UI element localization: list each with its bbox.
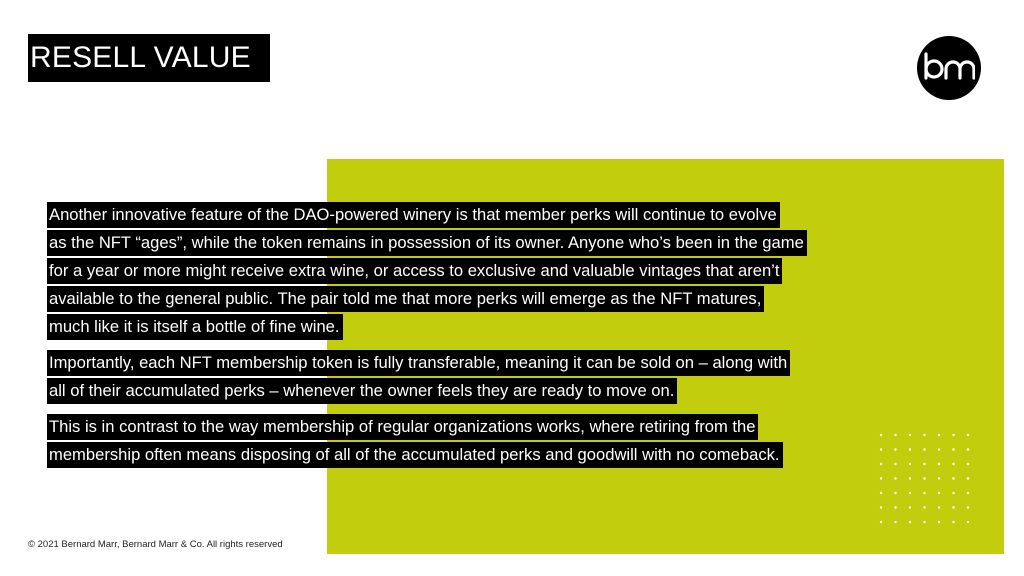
grid-dot	[880, 492, 882, 494]
grid-dot	[880, 506, 882, 508]
grid-dot	[952, 448, 954, 450]
grid-dot	[967, 521, 969, 523]
grid-dot	[938, 492, 940, 494]
paragraph-line: This is in contrast to the way membership of regular organizations works, where retiring from the	[47, 414, 758, 440]
grid-dot	[952, 463, 954, 465]
grid-dot	[894, 492, 896, 494]
copyright-footer: © 2021 Bernard Marr, Bernard Marr & Co. All rights reserved	[28, 539, 283, 550]
grid-dot	[880, 477, 882, 479]
grid-dot	[967, 434, 969, 436]
grid-dot	[923, 521, 925, 523]
grid-dot	[894, 477, 896, 479]
grid-dot	[952, 477, 954, 479]
grid-dot	[967, 477, 969, 479]
paragraph-line: Importantly, each NFT membership token is fully transferable, meaning it can be sold on – along with	[47, 350, 790, 376]
slide-title: RESELL VALUE	[28, 34, 270, 82]
body-text	[47, 201, 947, 477]
grid-dot	[923, 506, 925, 508]
grid-dot	[938, 506, 940, 508]
grid-dot	[923, 492, 925, 494]
paragraph-line: available to the general public. The pair told me that more perks will emerge as the NFT matures,	[47, 286, 764, 312]
paragraph-line: all of their accumulated perks – whenever the owner feels they are ready to move on.	[47, 378, 677, 404]
grid-dot	[967, 448, 969, 450]
grid-dot	[880, 521, 882, 523]
paragraph	[47, 201, 947, 341]
paragraph-line: membership often means disposing of all of the accumulated perks and goodwill with no comeback.	[47, 442, 783, 468]
paragraph-line: for a year or more might receive extra wine, or access to exclusive and valuable vintages that aren’t	[47, 258, 782, 284]
grid-dot	[909, 492, 911, 494]
grid-dot	[967, 506, 969, 508]
paragraph	[47, 413, 947, 469]
bm-logo-icon	[917, 36, 981, 100]
grid-dot	[909, 506, 911, 508]
grid-dot	[952, 434, 954, 436]
grid-dot	[967, 492, 969, 494]
paragraph-line: much like it is itself a bottle of fine wine.	[47, 314, 343, 340]
grid-dot	[938, 521, 940, 523]
grid-dot	[952, 521, 954, 523]
grid-dot	[938, 477, 940, 479]
paragraph	[47, 349, 947, 405]
grid-dot	[967, 463, 969, 465]
grid-dot	[952, 492, 954, 494]
paragraph-line: Another innovative feature of the DAO-powered winery is that member perks will continue to evolve	[47, 202, 780, 228]
grid-dot	[909, 477, 911, 479]
paragraph-line: as the NFT “ages”, while the token remains in possession of its owner. Anyone who’s been in the game	[47, 230, 807, 256]
grid-dot	[923, 477, 925, 479]
bm-logo-glyph	[923, 51, 975, 85]
grid-dot	[894, 521, 896, 523]
grid-dot	[952, 506, 954, 508]
grid-dot	[909, 521, 911, 523]
title-highlight-edge	[258, 34, 270, 82]
grid-dot	[894, 506, 896, 508]
